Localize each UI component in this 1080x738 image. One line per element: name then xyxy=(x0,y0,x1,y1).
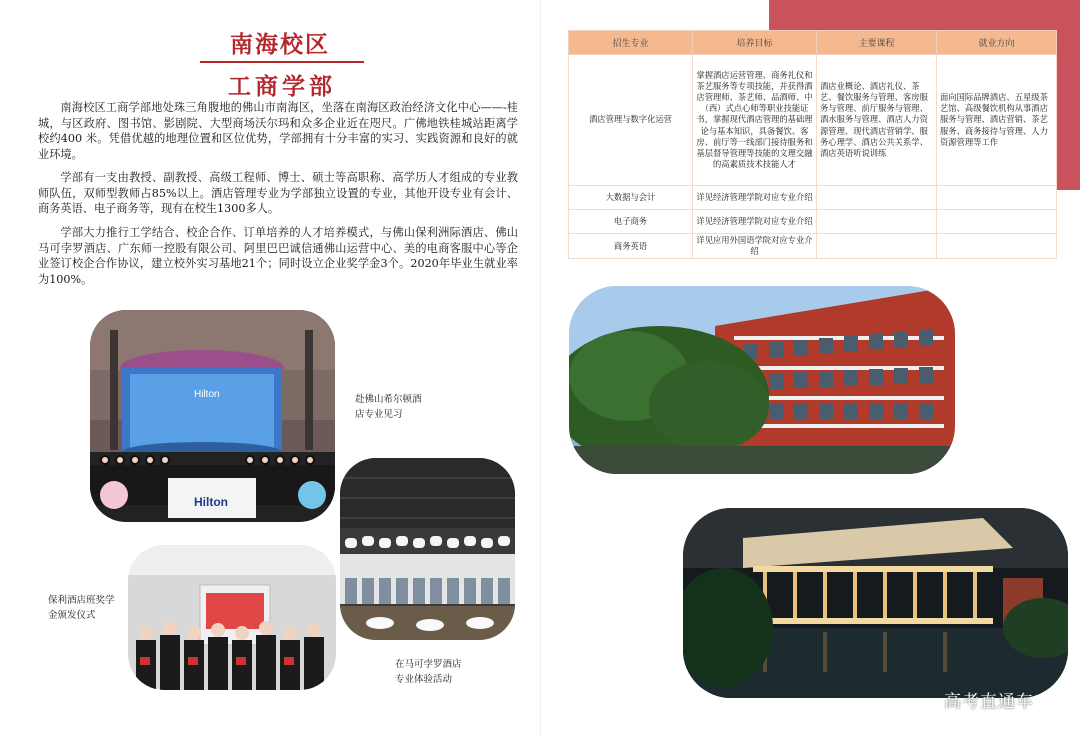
page-spread-divider xyxy=(540,0,541,738)
header-goal: 培养目标 xyxy=(693,31,817,55)
table-row xyxy=(569,186,1057,210)
night-pavilion-photo xyxy=(683,508,1068,698)
title-divider xyxy=(200,61,364,63)
hilton-visit-caption: 赴佛山希尔顿酒 店专业见习 xyxy=(355,394,422,420)
department-title: 工商学部 xyxy=(228,73,336,100)
cell-jobs xyxy=(937,234,1057,259)
cell-major: 大数据与会计 xyxy=(569,186,693,210)
watermark: 高考直通车 xyxy=(944,692,1034,712)
cell-major: 商务英语 xyxy=(569,234,693,259)
poly-scholarship-caption: 保利酒店班奖学 金颁发仪式 xyxy=(48,595,115,621)
intro-paragraph-cooperation: 学部大力推行工学结合、校企合作、订单培养的人才培养模式，与佛山保利洲际酒店、佛山马可孛罗酒店、广东师一控股有限公司、阿里巴巴诚信通佛山运营中心、美的电商客服中心等企业签订校企合作协议，建立校外实习基地21个；同时设立企业奖学金3个。2020年毕业生就业率为100%。 xyxy=(38,226,518,286)
svg-text:Hilton: Hilton xyxy=(194,389,220,400)
cell-goal: 详见经济管理学院对应专业介绍 xyxy=(693,186,817,210)
table-row xyxy=(569,55,1057,186)
cell-jobs: 面向国际品牌酒店、五星级茶艺馆、高级餐饮机构从事酒店服务与管理、酒店营销、茶艺服务、商务接待与管理、人力资源管理等工作 xyxy=(937,55,1057,186)
campus-building-photo xyxy=(569,286,955,474)
cell-courses xyxy=(817,186,937,210)
cell-major: 电子商务 xyxy=(569,210,693,234)
cell-courses xyxy=(817,210,937,234)
cell-goal: 详见经济管理学院对应专业介绍 xyxy=(693,210,817,234)
cell-goal: 掌握酒店运营管理、商务礼仪和茶艺服务等专项技能，并获得酒店管理师、茶艺师、品酒师、中（西）式点心师等职业技能证书，掌握现代酒店管理的基础理论与基本知识，具备餐饮、客房、前厅等一线部门接待服务和基层督导管理等技能的文理交融的高素质技术技能人才 xyxy=(693,55,817,186)
cell-courses: 酒店业概论、酒店礼仪、茶艺、餐饮服务与管理、客房服务与管理、前厅服务与管理、酒水服务与管理、酒店人力资源管理、现代酒店营销学、服务心理学、酒店公共关系学、酒店英语听说训练 xyxy=(817,55,937,186)
marco-polo-activity-photo xyxy=(340,458,515,640)
intro-paragraph-location: 南海校区工商学部地处珠三角腹地的佛山市南海区，坐落在南海区政治经济文化中心——-桂城，与区政府、图书馆、影剧院、大型商场沃尔玛和众多企业近在咫尺。广佛地铁桂城站距离学校约400 米。凭借优越的地理位置和区位优势，学部拥有十分丰富的实习、实践资源和良好的就业环境。 xyxy=(38,101,518,161)
majors-table xyxy=(568,30,1056,255)
campus-title: 南海校区 xyxy=(230,31,330,58)
table-row xyxy=(569,210,1057,234)
header-jobs: 就业方向 xyxy=(937,31,1057,55)
table-row xyxy=(569,234,1057,259)
cell-goal: 详见应用外国语学院对应专业介绍 xyxy=(693,234,817,259)
poly-scholarship-photo xyxy=(128,545,336,690)
cell-jobs xyxy=(937,210,1057,234)
intro-paragraph-faculty: 学部有一支由教授、副教授、高级工程师、博士、硕士等高职称、高学历人才组成的专业教师队伍，双师型教师占85%以上。酒店管理专业为学部独立设置的专业，其他开设专业有会计、商务英语、电子商务等，现有在校生1300多人。 xyxy=(38,171,518,216)
header-courses: 主要课程 xyxy=(817,31,937,55)
header-major: 招生专业 xyxy=(569,31,693,55)
marco-polo-activity-caption: 在马可孛罗酒店 专业体验活动 xyxy=(395,659,462,685)
svg-text:Hilton: Hilton xyxy=(194,495,228,509)
table-header-row xyxy=(569,31,1057,55)
cell-courses xyxy=(817,234,937,259)
cell-major: 酒店管理与数字化运营 xyxy=(569,55,693,186)
cell-jobs xyxy=(937,186,1057,210)
hilton-visit-photo xyxy=(90,310,335,522)
